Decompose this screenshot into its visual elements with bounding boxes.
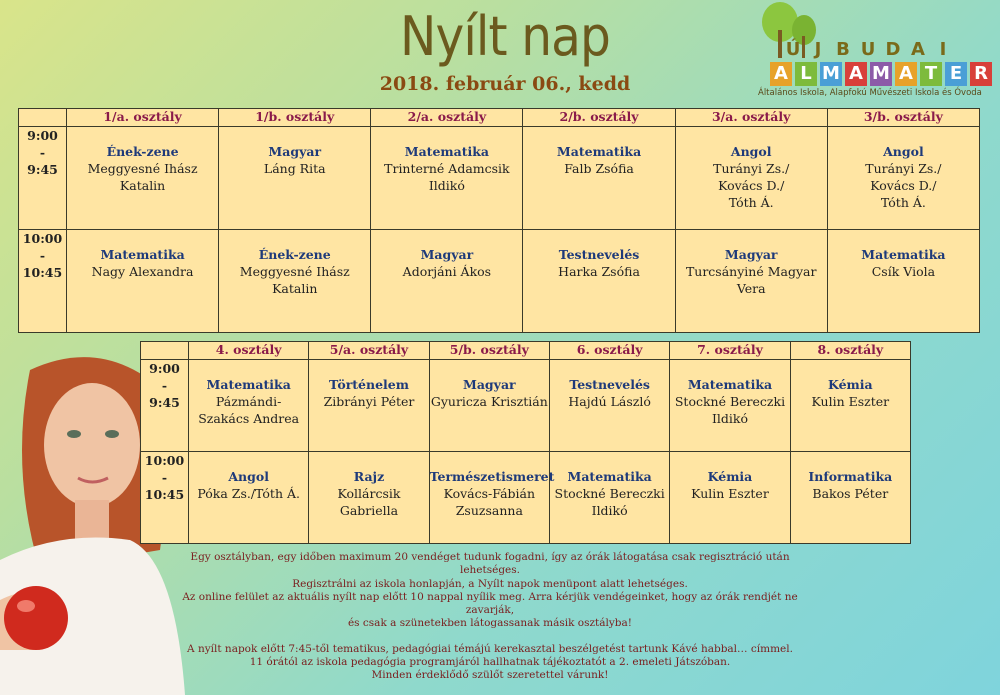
note-line: és csak a szünetekben látogassanak másik osztályba! xyxy=(347,617,633,630)
note-line: A nyílt napok előtt 7:45-től tematikus, pedagógiai témájú kerekasztal beszélgetést tartunk Kávé habbal… címmel. xyxy=(187,642,793,655)
school-logo xyxy=(752,0,992,105)
lesson-cell: Informatika Bakos Péter xyxy=(790,452,910,544)
table-header-cell: 5/b. osztály xyxy=(429,342,549,360)
visitor-notes xyxy=(170,551,810,683)
logo-tagline: Általános Iskola, Alapfokú Művészeti Iskola és Óvoda xyxy=(758,88,982,98)
lesson-cell: Matematika Falb Zsófia xyxy=(523,127,675,230)
table-header-row xyxy=(141,342,911,360)
event-date: 2018. február 06., kedd xyxy=(379,73,631,95)
lesson-cell: Testnevelés Harka Zsófia xyxy=(523,230,675,333)
lesson-cell: Matematika Trinterné Adamcsik Ildikó xyxy=(371,127,523,230)
table-header-cell: 1/a. osztály xyxy=(67,109,219,127)
table-header-cell xyxy=(141,342,189,360)
table-header-cell: 3/a. osztály xyxy=(675,109,827,127)
lesson-cell: Magyar Gyuricza Krisztián xyxy=(429,360,549,452)
time-slot: 10:00 - 10:45 xyxy=(19,230,67,333)
table-header-cell: 2/b. osztály xyxy=(523,109,675,127)
table-row xyxy=(19,127,980,230)
logo-row-ujbudai: Ú J B U D A I xyxy=(785,39,947,60)
table-header-row xyxy=(19,109,980,127)
lesson-cell: Matematika Nagy Alexandra xyxy=(67,230,219,333)
table-row xyxy=(141,452,911,544)
lesson-cell: Matematika Stockné Bereczki Ildikó xyxy=(549,452,669,544)
table-header-cell: 8. osztály xyxy=(790,342,910,360)
lesson-cell: Matematika Pázmándi- Szakács Andrea xyxy=(189,360,309,452)
lesson-cell: Kémia Kulin Eszter xyxy=(790,360,910,452)
table-header-cell: 4. osztály xyxy=(189,342,309,360)
lesson-cell: Matematika Stockné Bereczki Ildikó xyxy=(670,360,790,452)
table-header-cell xyxy=(19,109,67,127)
lesson-cell: Ének-zene Meggyesné Ihász Katalin xyxy=(219,230,371,333)
table-header-cell: 2/a. osztály xyxy=(371,109,523,127)
table-header-cell: 1/b. osztály xyxy=(219,109,371,127)
table-header-cell: 3/b. osztály xyxy=(827,109,979,127)
table-header-cell: 5/a. osztály xyxy=(309,342,429,360)
time-slot: 10:00 - 10:45 xyxy=(141,452,189,544)
page-title: Nyílt nap xyxy=(400,5,610,68)
lesson-cell: Angol Póka Zs./Tóth Á. xyxy=(189,452,309,544)
lesson-cell: Magyar Turcsányiné Magyar Vera xyxy=(675,230,827,333)
table-row xyxy=(19,230,980,333)
lesson-cell: Angol Turányi Zs./ Kovács D./ Tóth Á. xyxy=(675,127,827,230)
lesson-cell: Testnevelés Hajdú László xyxy=(549,360,669,452)
table-header-cell: 7. osztály xyxy=(670,342,790,360)
schedule-table-lower xyxy=(18,108,980,333)
lesson-cell: Természetismeret Kovács-Fábián Zsuzsanna xyxy=(429,452,549,544)
note-line: Az online felület az aktuális nyílt nap előtt 10 nappal nyílik meg. Arra kérjük vendégeinket, hogy az órák rendjét ne zavarják, xyxy=(182,590,798,617)
lesson-cell: Ének-zene Meggyesné Ihász Katalin xyxy=(67,127,219,230)
lesson-cell: Magyar Adorjáni Ákos xyxy=(371,230,523,333)
lesson-cell: Rajz Kollárcsik Gabriella xyxy=(309,452,429,544)
lesson-cell: Angol Turányi Zs./ Kovács D./ Tóth Á. xyxy=(827,127,979,230)
lesson-cell: Magyar Láng Rita xyxy=(219,127,371,230)
note-line: Regisztrálni az iskola honlapján, a Nyílt napok menüpont alatt lehetséges. xyxy=(292,577,688,590)
lesson-cell: Matematika Csík Viola xyxy=(827,230,979,333)
time-slot: 9:00 - 9:45 xyxy=(19,127,67,230)
note-line: 11 órától az iskola pedagógia programjáról hallhatnak tájékoztatót a 2. emeleti Játszóban. xyxy=(249,656,731,669)
lesson-cell: Történelem Zibrányi Péter xyxy=(309,360,429,452)
schedule-table-upper xyxy=(140,341,911,544)
note-line: Egy osztályban, egy időben maximum 20 vendéget tudunk fogadni, így az órák látogatása csak regisztráció után lehetséges. xyxy=(190,551,790,577)
table-row xyxy=(141,360,911,452)
time-slot: 9:00 - 9:45 xyxy=(141,360,189,452)
lesson-cell: Kémia Kulin Eszter xyxy=(670,452,790,544)
note-line: Minden érdeklődő szülőt szeretettel várunk! xyxy=(371,669,609,682)
table-header-cell: 6. osztály xyxy=(549,342,669,360)
logo-row-almamater: A L M A M A T E R xyxy=(770,62,995,86)
